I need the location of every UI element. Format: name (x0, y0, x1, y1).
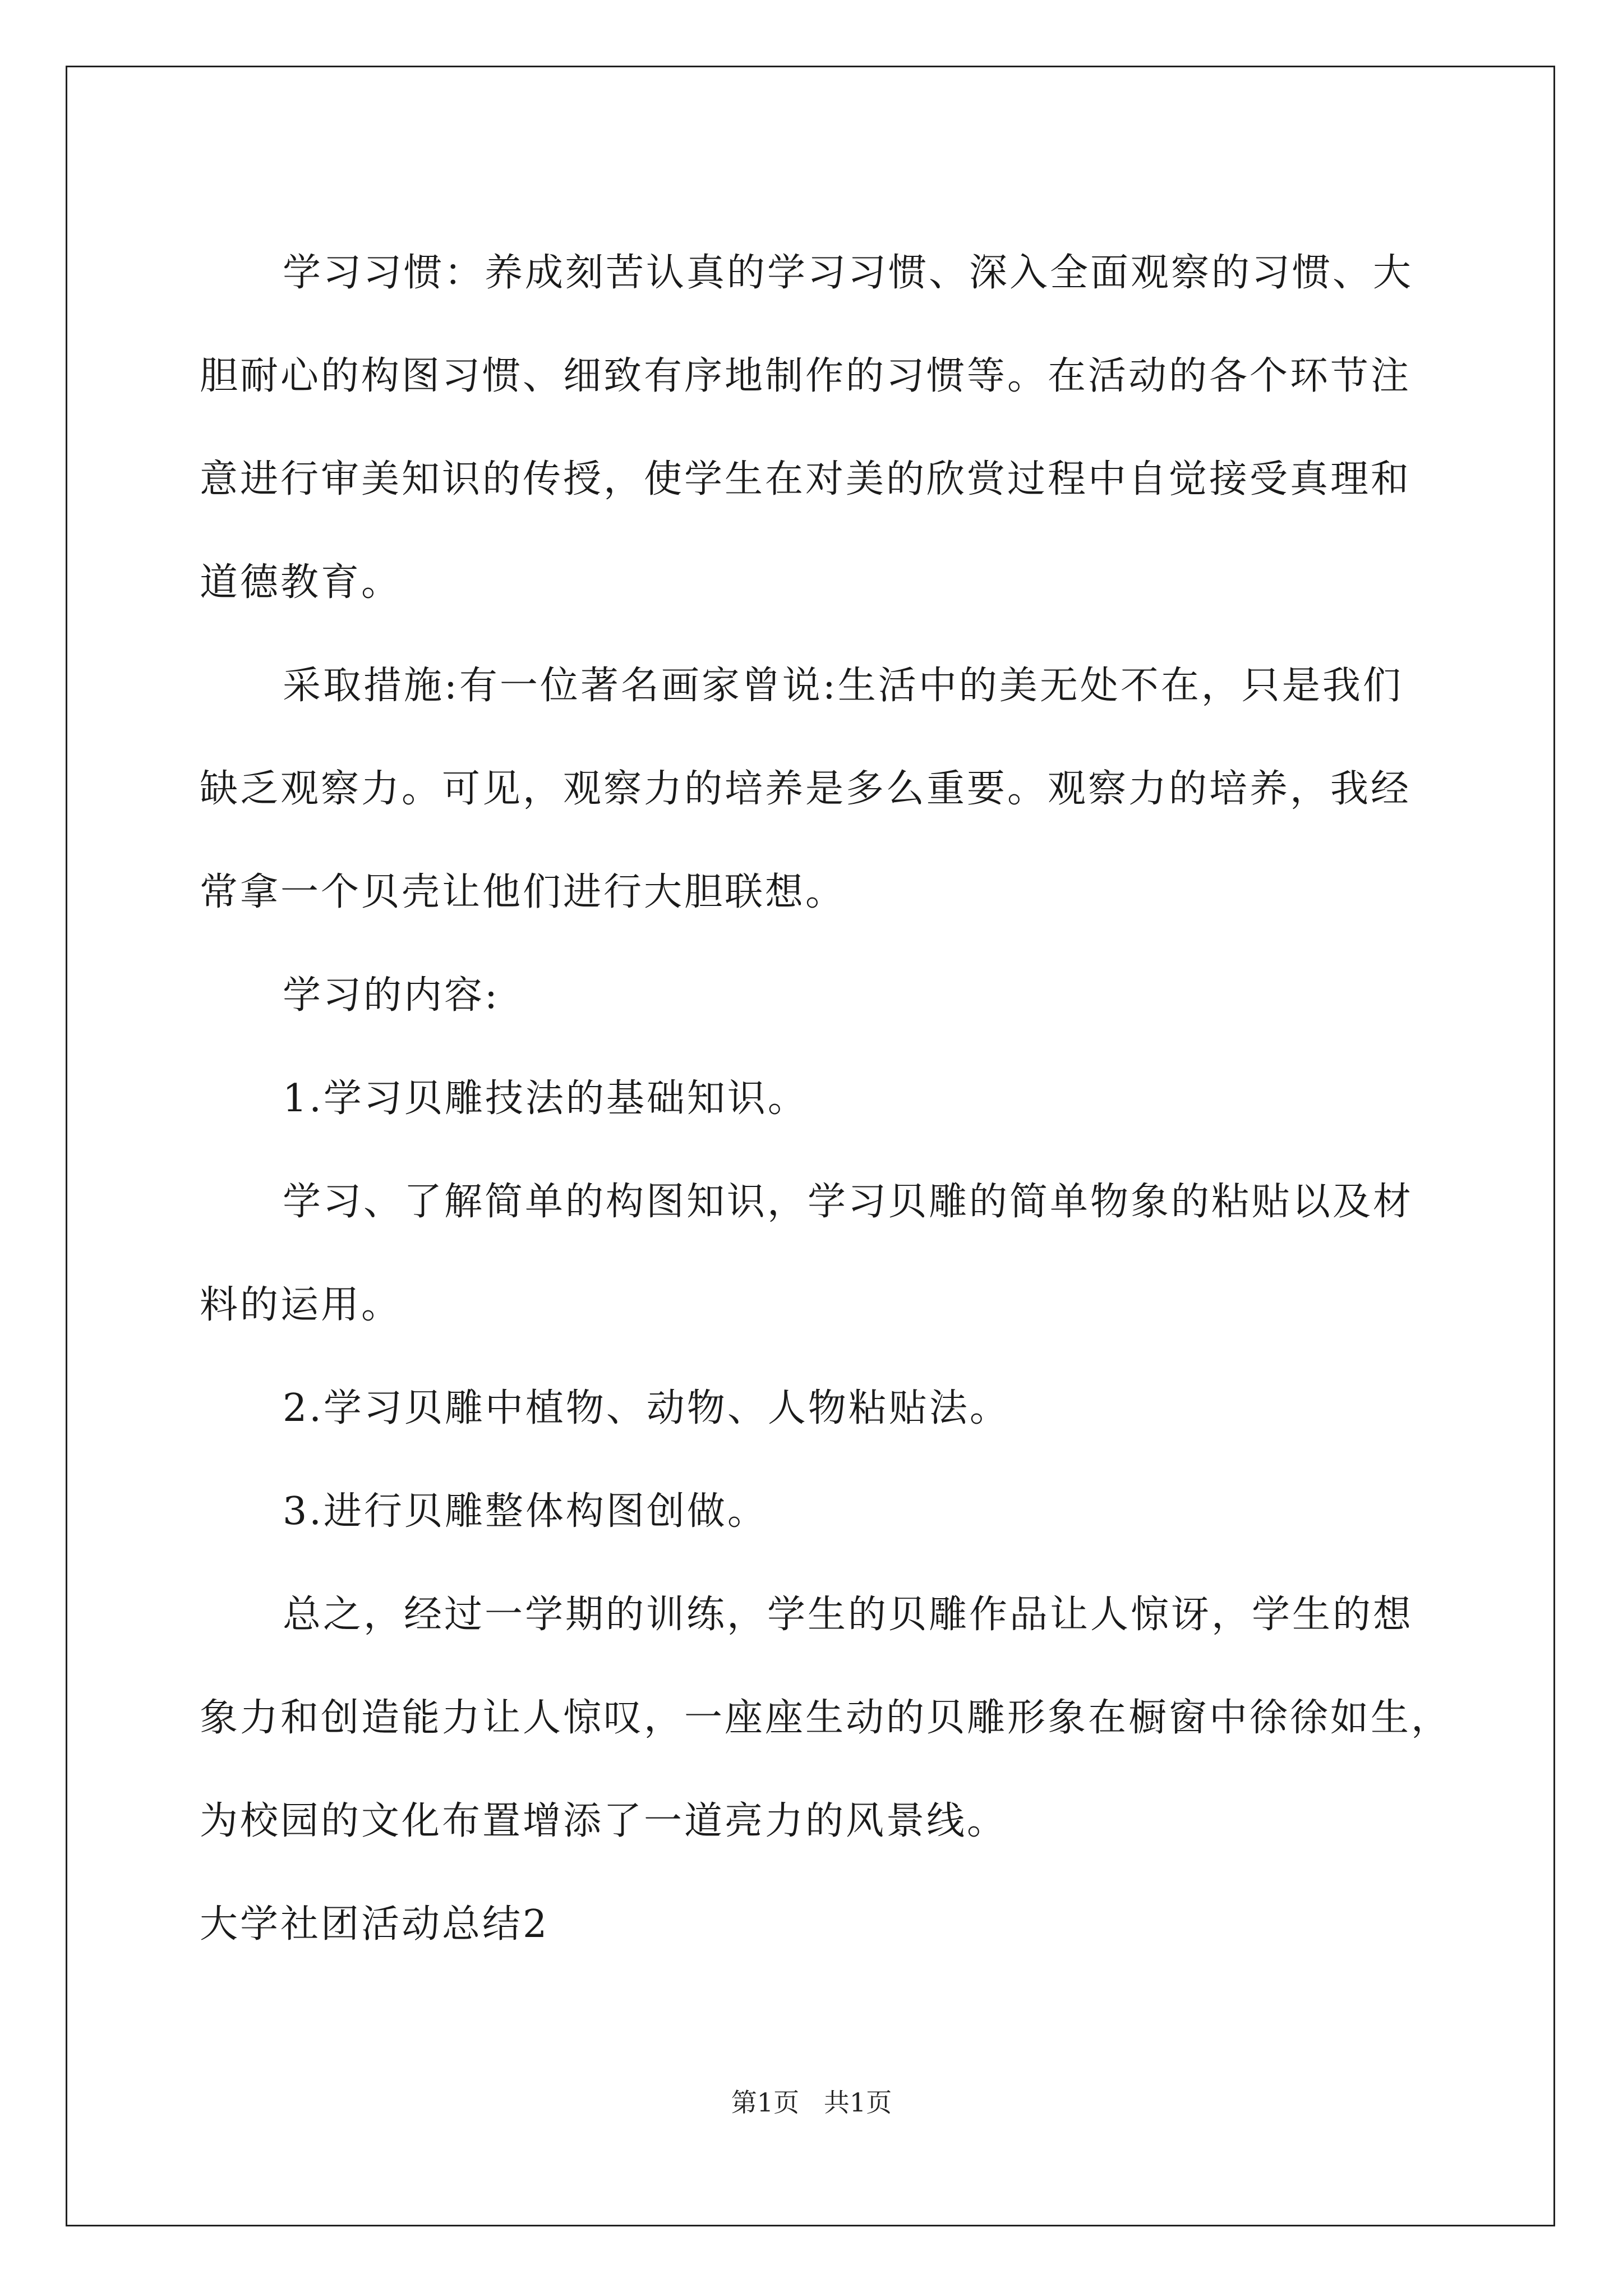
text-line: 1.学习贝雕技法的基础知识。 (283, 1076, 808, 1121)
text-line: 道德教育。 (200, 560, 402, 605)
text-line: 2.学习贝雕中植物、动物、人物粘贴法。 (283, 1386, 1010, 1430)
text-line: 常拿一个贝壳让他们进行大胆联想。 (200, 870, 846, 914)
section-heading: 大学社团活动总结2 (200, 1902, 550, 1947)
page-number: 第1页 共1页 (731, 2087, 892, 2118)
text-line: 料的运用。 (200, 1283, 402, 1327)
text-line: 为校园的文化布置增添了一道亮力的风景线。 (200, 1799, 1008, 1843)
text-line: 意进行审美知识的传授，使学生在对美的欣赏过程中自觉接受真理和 (200, 457, 1412, 501)
text-line: 总之，经过一学期的训练，学生的贝雕作品让人惊讶，学生的想 (283, 1593, 1414, 1637)
text-line: 学习的内容: (283, 973, 500, 1018)
text-line: 学习习惯：养成刻苦认真的学习习惯、深入全面观察的习惯、大 (283, 251, 1414, 295)
text-line: 采取措施:有一位著名画家曾说:生活中的美无处不在，只是我们 (283, 664, 1403, 708)
document-body (200, 222, 1452, 1976)
text-line: 胆耐心的构图习惯、细致有序地制作的习惯等。在活动的各个环节注 (200, 354, 1412, 398)
text-line: 学习、了解简单的构图知识，学习贝雕的简单物象的粘贴以及材 (283, 1180, 1414, 1224)
text-line: 象力和创造能力让人惊叹，一座座生动的贝雕形象在橱窗中徐徐如生， (200, 1696, 1452, 1740)
text-line: 缺乏观察力。可见，观察力的培养是多么重要。观察力的培养，我经 (200, 767, 1412, 811)
text-line: 3.进行贝雕整体构图创做。 (283, 1489, 768, 1534)
